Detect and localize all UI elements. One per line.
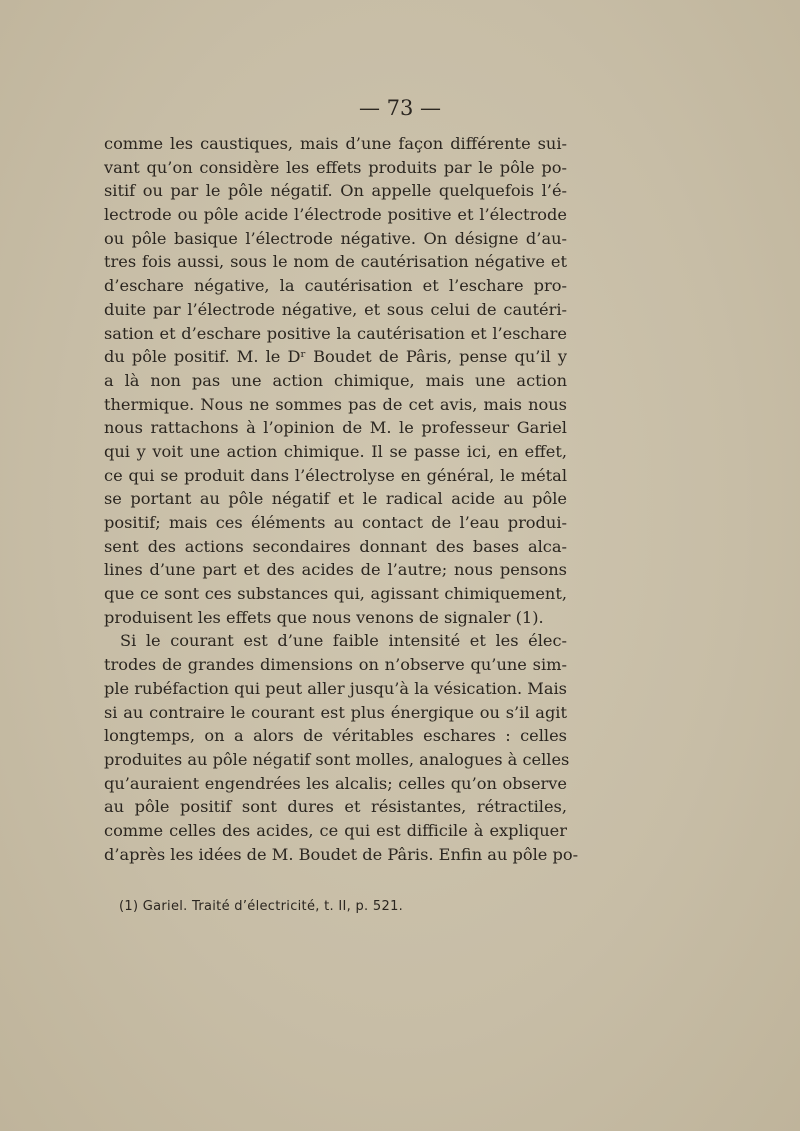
text-line: si au contraire le courant est plus énergique ou s’il agit bbox=[104, 702, 567, 722]
text-line: sent des actions secondaires donnant des bases alca- bbox=[104, 536, 567, 556]
text-line: sation et d’eschare positive la cautérisation et l’eschare bbox=[104, 323, 567, 343]
text-line: trodes de grandes dimensions on n’observe qu’une sim- bbox=[104, 655, 567, 675]
page-number-header: — 73 — bbox=[358, 96, 442, 120]
text-line: a là non pas une action chimique, mais une action bbox=[104, 370, 567, 390]
text-line: ple rubéfaction qui peut aller jusqu’à la vésication. Mais bbox=[104, 678, 567, 698]
text-line: au pôle positif sont dures et résistantes, rétractiles, bbox=[104, 797, 567, 817]
text-line: du pôle positif. M. le Dʳ Boudet de Pâris, pense qu’il y bbox=[104, 347, 567, 367]
text-line: que ce sont ces substances qui, agissant chimiquement, bbox=[104, 584, 567, 604]
text-line: qui y voit une action chimique. Il se passe ici, en effet, bbox=[104, 441, 567, 461]
text-line: thermique. Nous ne sommes pas de cet avis, mais nous bbox=[104, 394, 567, 414]
text-line: qu’auraient engendrées les alcalis; celles qu’on observe bbox=[104, 773, 567, 793]
text-line: lectrode ou pôle acide l’électrode positive et l’électrode bbox=[104, 205, 567, 225]
text-line: duite par l’électrode négative, et sous celui de cautéri- bbox=[104, 299, 567, 319]
text-line: comme celles des acides, ce qui est difficile à expliquer bbox=[104, 820, 567, 840]
text-line: vant qu’on considère les effets produits par le pôle po- bbox=[104, 157, 567, 177]
text-line: produites au pôle négatif sont molles, analogues à celles bbox=[104, 749, 570, 769]
text-line: ce qui se produit dans l’électrolyse en général, le métal bbox=[104, 465, 567, 485]
text-line: produisent les effets que nous venons de signaler (1). bbox=[104, 607, 544, 627]
text-line: nous rattachons à l’opinion de M. le professeur Gariel bbox=[104, 418, 567, 438]
text-line: Si le courant est d’une faible intensité et les élec- bbox=[120, 631, 567, 651]
text-line: tres fois aussi, sous le nom de cautérisation négative et bbox=[104, 252, 567, 272]
text-line: positif; mais ces éléments au contact de l’eau produi- bbox=[104, 513, 567, 532]
text-line: se portant au pôle négatif et le radical acide au pôle bbox=[104, 489, 567, 509]
text-line: lines d’une part et des acides de l’autre; nous pensons bbox=[104, 560, 567, 580]
text-line: longtemps, on a alors de véritables eschares : celles bbox=[104, 726, 567, 746]
text-line: sitif ou par le pôle négatif. On appelle quelquefois l’é- bbox=[104, 181, 567, 201]
body-text bbox=[104, 132, 579, 866]
text-line: d’après les idées de M. Boudet de Pâris. Enfin au pôle po- bbox=[104, 844, 579, 864]
text-line: d’eschare négative, la cautérisation et l’eschare pro- bbox=[104, 276, 567, 296]
text-line: ou pôle basique l’électrode négative. On désigne d’au- bbox=[104, 228, 567, 248]
text-line: comme les caustiques, mais d’une façon différente sui- bbox=[104, 134, 567, 153]
footnote: (1) Gariel. Traité d’électricité, t. II, p. 521. bbox=[119, 899, 404, 914]
